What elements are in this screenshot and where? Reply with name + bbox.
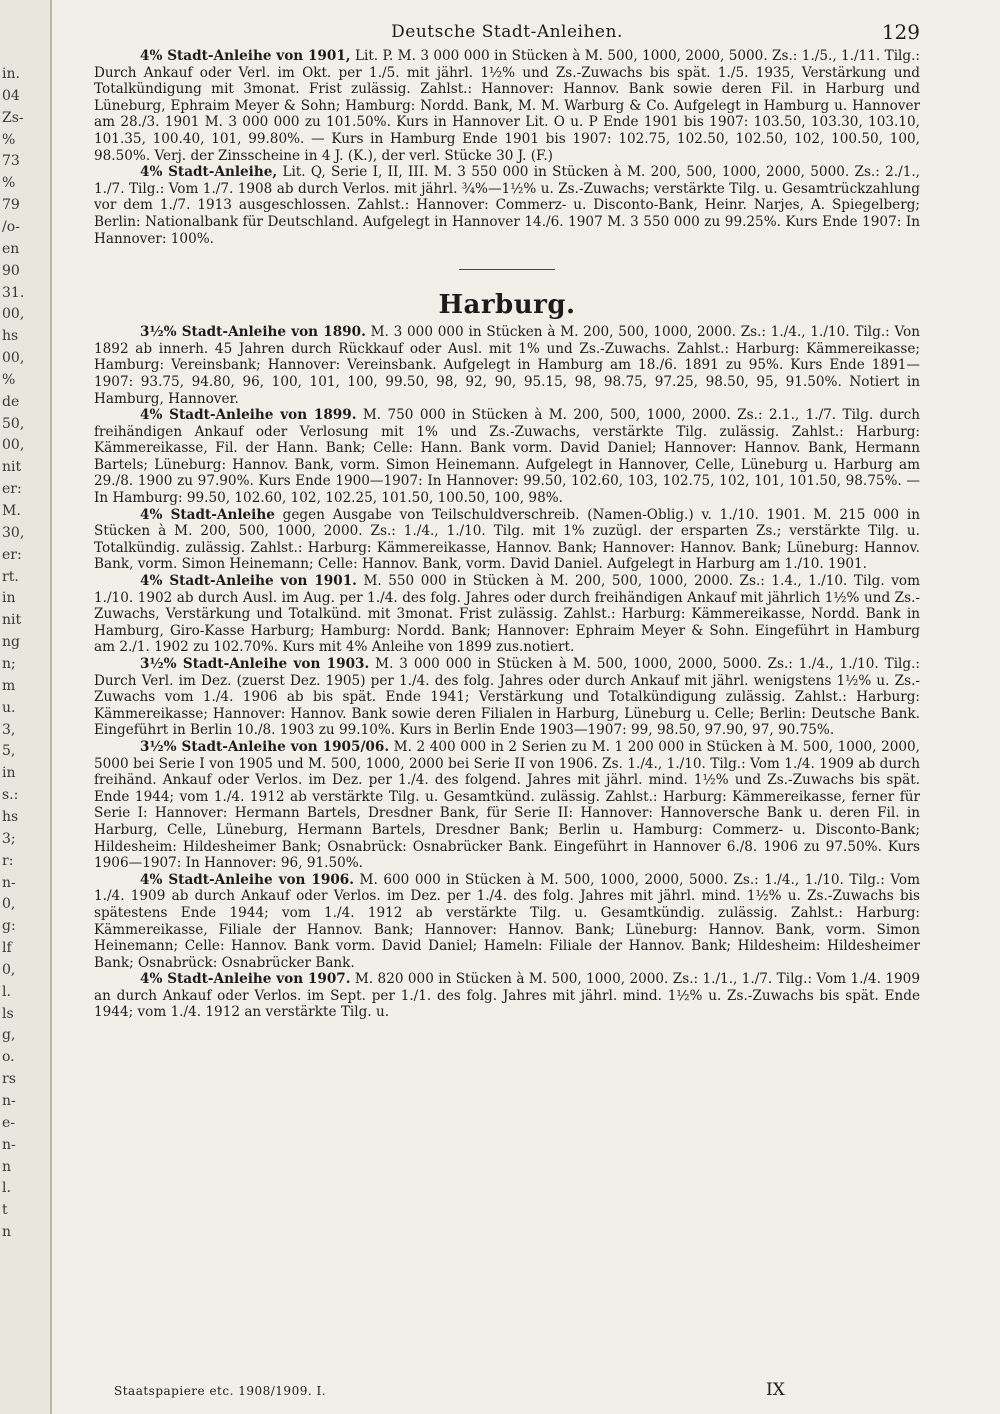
- gutter-fragment: rt.: [2, 569, 19, 585]
- gutter-fragment: nit: [2, 612, 22, 628]
- bond-entry: [94, 656, 920, 739]
- gutter-fragment: %: [2, 372, 16, 388]
- gutter-fragment: n;: [2, 656, 16, 672]
- entry-heading: 4% Stadt-Anleihe: [140, 506, 275, 523]
- gutter-fragment: n: [2, 1224, 12, 1240]
- adjacent-page-margin: [0, 0, 52, 1414]
- entry-heading: 4% Stadt-Anleihe von 1901.: [140, 573, 357, 590]
- footer-signature: Staatspapiere etc. 1908/1909. I.: [114, 1384, 327, 1398]
- document-page: [94, 18, 920, 1398]
- entry-heading: 4% Stadt-Anleihe von 1899.: [140, 407, 357, 424]
- entry-text: M. 750 000 in Stücken à M. 200, 500, 1000, 2000. Zs.: 2.1., 1./7. Tilg. durch freihändigen Ankauf oder Verlosung mit 1% und Zs.-Zuwachs, verstärkte Tilg. zulässig. Zahlst.: Harburg: Kämmereikasse, Fil. der Hann. Bank; Celle: Hann. Bank vorm. David Daniel; Hannover: Hannov. Bank, Hermann Bartels; Lüneburg: Hannov. Bank, vorm. Simon Heinemann. Aufgelegt in Hannover, Celle, Lüneburg u. Harburg am 29./8. 1900 zu 97.90%. Kurs Ende 1900—1907: In Hannover: 99.50, 102.60, 103, 102.75, 102, 101, 101.50, 98.75%. — In Hamburg: 99.50, 102.60, 102, 102.25, 101.50, 100.50, 100, 98%.: [94, 407, 921, 507]
- hannover-continued-section: [94, 48, 920, 247]
- gutter-fragment: t: [2, 1202, 8, 1218]
- gutter-fragment: /o-: [2, 219, 20, 235]
- page-number: 129: [881, 20, 920, 44]
- gutter-fragment: 90: [2, 263, 20, 279]
- gutter-fragment: 0,: [2, 896, 16, 912]
- entry-heading: 4% Stadt-Anleihe von 1901,: [140, 48, 351, 64]
- gutter-fragment: in: [2, 765, 16, 781]
- gutter-fragment: Zs-: [2, 110, 24, 126]
- gutter-fragment: l.: [2, 984, 11, 1000]
- gutter-fragment: de: [2, 394, 20, 410]
- bond-entry: [94, 739, 920, 872]
- entry-text: Lit. P. M. 3 000 000 in Stücken à M. 500, 1000, 2000, 5000. Zs.: 1./5., 1./11. Tilg.: Durch Ankauf oder Verl. im Okt. per 1./5. mit jährl. 1½% und Zs.-Zuwachs bis spät. 1./5. 1935, Verstärkung und Totalkündigung mit 3monat. Frist zulässig. Zahlst.: Hannover: Hannov. Bank sowie deren Fil. in Harburg und Lüneburg, Ephraim Meyer & Sohn; Hamburg: Nordd. Bank, M. M. Warburg & Co. Aufgelegt in Hamburg u. Hannover am 28./3. 1901 M. 3 000 000 zu 101.50%. Kurs in Hannover Lit. O u. P Ende 1901 bis 1907: 103.50, 103.30, 103.10, 101.35, 100.40, 101, 99.80%. — Kurs in Hamburg Ende 1901 bis 1907: 102.75, 102.50, 102.50, 102, 100.50, 100, 98.50%. Verj. der Zinsscheine in 4 J. (K.), der verl. Stücke 30 J. (F.): [94, 48, 920, 164]
- gutter-fragment: rs: [2, 1071, 16, 1087]
- entry-text: gegen Ausgabe von Teilschuldverschreib. (Namen-Oblig.) v. 1./10. 1901. M. 215 000 in Stücken à M. 200, 500, 1000, 2000. Zs.: 1./4., 1./10. Tilg. mit 1% zuzügl. der ersparten Zs.; verstärkte Tilg. u. Totalkündig. zulässig. Zahlst.: Harburg: Kämmereikasse, Hannov. Bank; Hannover: Hannov. Bank; Lüneburg: Hannov. Bank, vorm. Simon Heinemann; Celle: Hannov. Bank, vorm. David Daniel. Aufgelegt in Harburg am 1./10. 1901.: [94, 506, 920, 573]
- gutter-fragment: in: [2, 590, 16, 606]
- gutter-fragment: 79: [2, 197, 20, 213]
- gutter-fragment: 30,: [2, 525, 25, 541]
- entry-text: M. 3 000 000 in Stücken à M. 200, 500, 1000, 2000. Zs.: 1./4., 1./10. Tilg.: Von 1892 ab innerh. 45 Jahren durch Rückkauf oder Ausl. mit 1% und Zs.-Zuwachs. Zahlst.: Harburg: Kämmereikasse; Hamburg: Vereinsbank; Hannover: Vereinsbank. Aufgelegt in Hamburg am 18./6. 1891 zu 95%. Kurs Ende 1891—1907: 93.75, 94.80, 96, 100, 101, 100, 99.50, 98, 92, 90, 95.15, 98, 98.75, 97.25, 98.50, 95, 91.50%. Notiert in Hamburg, Hannover.: [94, 324, 920, 407]
- gutter-fragment: g:: [2, 918, 16, 934]
- entry-heading: 4% Stadt-Anleihe von 1907.: [140, 971, 351, 988]
- gutter-fragment: e-: [2, 1115, 16, 1131]
- gutter-fragment: 00,: [2, 437, 25, 453]
- entry-heading: 4% Stadt-Anleihe von 1906.: [140, 871, 354, 888]
- gutter-fragment: m: [2, 678, 16, 694]
- gutter-fragment: 00,: [2, 306, 25, 322]
- gutter-fragment: o.: [2, 1049, 15, 1065]
- gutter-fragment: %: [2, 132, 16, 148]
- gutter-fragment: n-: [2, 1137, 16, 1153]
- gutter-fragment: g,: [2, 1027, 16, 1043]
- gutter-fragment: M.: [2, 503, 21, 519]
- entry-heading: 3½% Stadt-Anleihe von 1905/06.: [140, 738, 390, 755]
- bond-entry: [94, 324, 920, 407]
- bond-entry: [94, 407, 920, 507]
- bond-entry: [94, 507, 920, 573]
- entry-text: M. 2 400 000 in 2 Serien zu M. 1 200 000 in Stücken à M. 500, 1000, 2000, 5000 bei Serie I von 1905 und M. 500, 1000, 2000 bei Serie II von 1906. Zs. 1./4., 1./10. Tilg.: Vom 1./4. 1909 ab durch freihänd. Ankauf oder Verlos. im Dez. per 1./4. des folgend. Jahres mit jährl. mind. 1½% und Zs.-Zuwachs bis spät. Ende 1944; vom 1./4. 1912 ab verstärkte Tilg. u. Gesamtkünd. zulässig. Zahlst.: Harburg: Kämmereikasse, ferner für Serie I: Hannover: Hermann Bartels, Dresdner Bank, für Serie II: Hannover: Hannoversche Bank u. deren Fil. in Harburg, Celle, Lüneburg, Hermann Bartels, Dresdner Bank; Berlin u. Hamburg: Commerz- u. Disconto-Bank; Hildesheim: Hildesheimer Bank; Osnabrück: Osnabrücker Bank. Eingeführt in Hannover 6./8. 1906 zu 97.50%. Kurs 1906—1907: In Hannover: 96, 91.50%.: [94, 738, 920, 872]
- section-divider: [459, 269, 555, 270]
- bond-entry: [94, 573, 920, 656]
- gutter-fragment: %: [2, 175, 16, 191]
- gutter-fragment: nit: [2, 459, 22, 475]
- gutter-fragment: 5,: [2, 743, 16, 759]
- bond-entry: [94, 164, 920, 247]
- running-head: [94, 18, 920, 48]
- page-header-title: Deutsche Stadt-Anleihen.: [391, 22, 623, 42]
- gutter-fragment: er:: [2, 481, 22, 497]
- gutter-fragment: 3;: [2, 831, 16, 847]
- entry-text: Lit. Q, Serie I, II, III. M. 3 550 000 in Stücken à M. 200, 500, 1000, 2000, 5000. Zs.: 2./1., 1./7. Tilg.: Vom 1./7. 1908 ab durch Verlos. mit jährl. ¾%—1½% u. Zs.-Zuwachs; verstärkte Tilg. u. Gesamtrückzahlung vor dem 1./7. 1913 ausgeschlossen. Zahlst.: Hannover: Commerz- u. Disconto-Bank, Heinr. Narjes, A. Spiegelberg; Berlin: Nationalbank für Deutschland. Aufgelegt in Hannover 14./6. 1907 M. 3 550 000 zu 99.25%. Kurs Ende 1907: In Hannover: 100%.: [94, 164, 920, 247]
- entry-heading: 3½% Stadt-Anleihe von 1903.: [140, 656, 370, 672]
- gutter-fragment: 04: [2, 88, 20, 104]
- bond-entry: [94, 971, 920, 1021]
- gutter-fragment: 73: [2, 153, 20, 169]
- entry-text: M. 600 000 in Stücken à M. 500, 1000, 2000, 5000. Zs.: 1./4., 1./10. Tilg.: Vom 1./4. 1909 ab durch Ankauf oder Verlos. im Dez. per 1./4. des folg. Jahres mit jährl. mind. 1½% u. Zs.-Zuwachs bis spätestens Ende 1944; vom 1./4. 1912 ab verstärkte Tilg. u. Gesamtkündig. zulässig. Zahlst.: Harburg: Kämmereikasse, Filiale der Hannov. Bank; Hannover: Hannov. Bank; Lüneburg: Hannov. Bank, vorm. Simon Heinemann; Celle: Hannov. Bank vorm. David Daniel; Hameln: Filiale der Hannov. Bank; Hildesheim: Hildesheimer Bank; Osnabrück: Osnabrücker Bank.: [94, 871, 920, 971]
- footer-sheet-mark: IX: [766, 1380, 785, 1400]
- gutter-fragment: 3,: [2, 722, 16, 738]
- entry-text: M. 820 000 in Stücken à M. 500, 1000, 2000. Zs.: 1./1., 1./7. Tilg.: Vom 1./4. 1909 an durch Ankauf oder Verlos. im Sept. per 1./1. des folg. Jahres mit jährl. mind. 1½% u. Zs.-Zuwachs bis spät. Ende 1944; vom 1./4. 1912 an verstärkte Tilg. u.: [94, 971, 920, 1021]
- gutter-fragment: hs: [2, 809, 19, 825]
- gutter-fragment: ls: [2, 1006, 14, 1022]
- gutter-fragment: in.: [2, 66, 20, 82]
- gutter-fragment: n-: [2, 1093, 16, 1109]
- gutter-fragment: n: [2, 1159, 12, 1175]
- city-heading-harburg: Harburg.: [438, 290, 576, 321]
- gutter-fragment: hs: [2, 328, 19, 344]
- gutter-fragment: n-: [2, 875, 16, 891]
- entry-text: M. 550 000 in Stücken à M. 200, 500, 1000, 2000. Zs.: 1.4., 1./10. Tilg. vom 1./10. 1902 ab durch Ausl. im Aug. per 1./4. des folg. Jahres oder durch freihändigen Ankauf mit jährlich 1½% und Zs.-Zuwachs, Verstärkung und Totalkünd. mit 3monat. Frist zulässig. Zahlst.: Harburg: Kämmereikasse, Nordd. Bank in Hamburg, Giro-Kasse Harburg; Hamburg: Nordd. Bank; Hannover: Ephraim Meyer & Sohn. Eingeführt in Hamburg am 2./1. 1902 zu 102.70%. Kurs mit 4% Anleihe von 1899 zus.notiert.: [94, 573, 920, 656]
- gutter-fragment: 00,: [2, 350, 25, 366]
- gutter-fragment: en: [2, 241, 20, 257]
- bond-entry: [94, 872, 920, 972]
- harburg-section: [94, 324, 920, 1021]
- gutter-fragment: r:: [2, 853, 14, 869]
- gutter-fragment: er:: [2, 547, 22, 563]
- page-footer: [94, 1380, 920, 1400]
- gutter-fragment: lf: [2, 940, 12, 956]
- gutter-fragment: l.: [2, 1180, 11, 1196]
- gutter-fragment: ng: [2, 634, 20, 650]
- entry-text: M. 3 000 000 in Stücken à M. 500, 1000, 2000, 5000. Zs.: 1./4., 1./10. Tilg.: Durch Verl. im Dez. (zuerst Dez. 1905) per 1./4. des folg. Jahres oder durch Ankauf mit jährl. wenigstens 1½% u. Zs.-Zuwachs vom 1./4. 1906 ab bis spät. Ende 1941; Verstärkung und Totalkündigung zulässig. Zahlst.: Harburg: Kämmereikasse; Hannover: Hannov. Bank sowie deren Filialen in Harburg, Lüneburg u. Celle; Berlin: Deutsche Bank. Eingeführt in Berlin 10./8. 1903 zu 99.10%. Kurs in Berlin Ende 1903—1907: 99, 98.50, 97.90, 97, 90.75%.: [94, 656, 921, 739]
- entry-heading: 4% Stadt-Anleihe,: [140, 164, 278, 181]
- gutter-fragment: 50,: [2, 416, 25, 432]
- gutter-fragment: u.: [2, 700, 16, 716]
- gutter-fragment: 0,: [2, 962, 16, 978]
- gutter-fragment: s.:: [2, 787, 19, 803]
- bond-entry: [94, 48, 920, 164]
- entry-heading: 3½% Stadt-Anleihe von 1890.: [140, 324, 366, 341]
- gutter-fragment: 31.: [2, 285, 25, 301]
